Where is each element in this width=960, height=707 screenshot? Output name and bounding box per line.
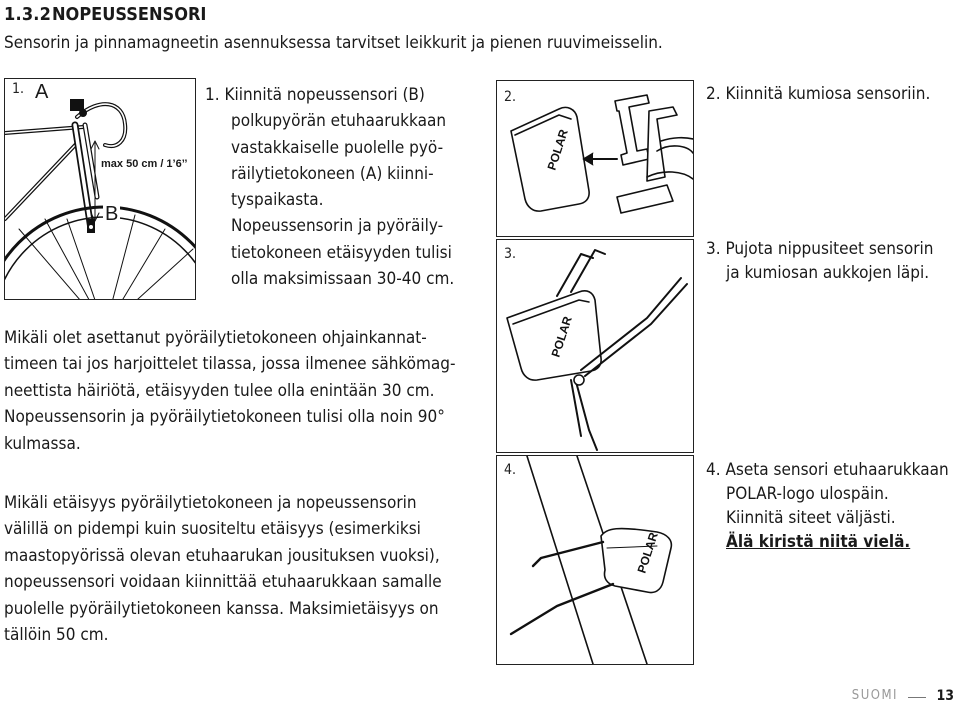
section-title: NOPEUSSENSORI: [52, 4, 207, 25]
paragraph-distance-interference: [4, 325, 456, 457]
distance-label: max 50 cm / 1’6’’: [101, 158, 188, 170]
paragraph-line: neettista häiriötä, etäisyyden tulee olla enintään 30 cm.: [4, 380, 435, 401]
paragraph-line: tällöin 50 cm.: [4, 625, 109, 646]
step-1-text: [205, 82, 454, 292]
step-1-line: räilytietokoneen (A) kiinni-: [231, 163, 434, 184]
paragraph-max-distance: [4, 490, 442, 648]
figure-2-rubber-attach: [496, 80, 694, 237]
step-3-line: 3. Pujota nippusiteet sensorin: [706, 239, 934, 259]
paragraph-line: nopeussensori voidaan kiinnittää etuhaarukkaan samalle: [4, 572, 442, 593]
figure-1-number: 1.: [5, 79, 31, 99]
step-1-line: vastakkaiselle puolelle pyö-: [231, 137, 444, 158]
sensor-cable-ties-illustration: [497, 240, 693, 452]
figure-2-number: 2.: [497, 87, 523, 107]
sensor-on-fork-illustration: [497, 456, 693, 664]
step-4-line: POLAR-logo ulospäin.: [726, 484, 889, 504]
paragraph-line: puolelle pyöräilytietokoneen kanssa. Maksimietäisyys on: [4, 598, 439, 619]
step-1-line: Nopeussensorin ja pyöräily-: [231, 216, 444, 237]
paragraph-line: Mikäli etäisyys pyöräilytietokoneen ja nopeussensorin: [4, 493, 417, 513]
step-1-line: polkupyörän etuhaarukkaan: [231, 111, 447, 132]
polar-logo: POLAR: [544, 127, 571, 172]
polar-logo: POLAR: [548, 314, 575, 359]
step-1-line: 1. Kiinnitä nopeussensori (B): [205, 85, 425, 105]
figure-3-number: 3.: [497, 244, 523, 264]
bicycle-illustration: [5, 79, 195, 299]
intro-text: Sensorin ja pinnamagneetin asennuksessa tarvitset leikkurit ja pienen ruuvimeisselin.: [4, 33, 663, 53]
step-1-line: tietokoneen etäisyyden tulisi: [231, 242, 452, 263]
figure-4-number: 4.: [497, 460, 523, 480]
step-4-warning: Älä kiristä niitä vielä.: [726, 532, 911, 552]
section-number: 1.3.2: [4, 4, 52, 25]
label-a: A: [35, 81, 49, 103]
step-2-line: 2. Kiinnitä kumiosa sensoriin.: [706, 84, 931, 104]
step-1-line: olla maksimissaan 30-40 cm.: [231, 269, 455, 290]
step-4-text: [706, 458, 949, 554]
paragraph-line: Nopeussensorin ja pyöräilytietokoneen tulisi olla noin 90°: [4, 407, 445, 428]
paragraph-line: timeen tai jos harjoittelet tilassa, jossa ilmenee sähkömag-: [4, 354, 456, 375]
figure-4-fork-mount: [496, 455, 694, 665]
paragraph-line: maastopyörissä olevan etuhaarukan jousituksen vuoksi),: [4, 545, 440, 566]
step-4-line: 4. Aseta sensori etuhaarukkaan: [706, 460, 949, 480]
paragraph-line: Mikäli olet asettanut pyöräilytietokoneen ohjainkannat-: [4, 328, 427, 348]
step-2-text: [706, 82, 930, 106]
label-b: B: [105, 203, 119, 225]
step-1-line: tyspaikasta.: [231, 190, 324, 211]
paragraph-line: välillä on pidempi kuin suositeltu etäisyys (esimerkiksi: [4, 519, 421, 540]
figure-1-bicycle: [4, 78, 196, 300]
page-number: 13: [936, 688, 954, 704]
footer-divider: [908, 697, 926, 698]
step-3-text: [706, 237, 933, 285]
footer-language-label: SUOMI: [851, 688, 898, 703]
paragraph-line: kulmassa.: [4, 433, 81, 454]
step-3-line: ja kumiosan aukkojen läpi.: [726, 263, 930, 283]
figure-3-cable-ties: [496, 239, 694, 453]
step-4-line: Kiinnitä siteet väljästi.: [726, 508, 896, 528]
polar-logo: POLAR: [634, 530, 661, 575]
sensor-rubber-illustration: [497, 81, 693, 236]
